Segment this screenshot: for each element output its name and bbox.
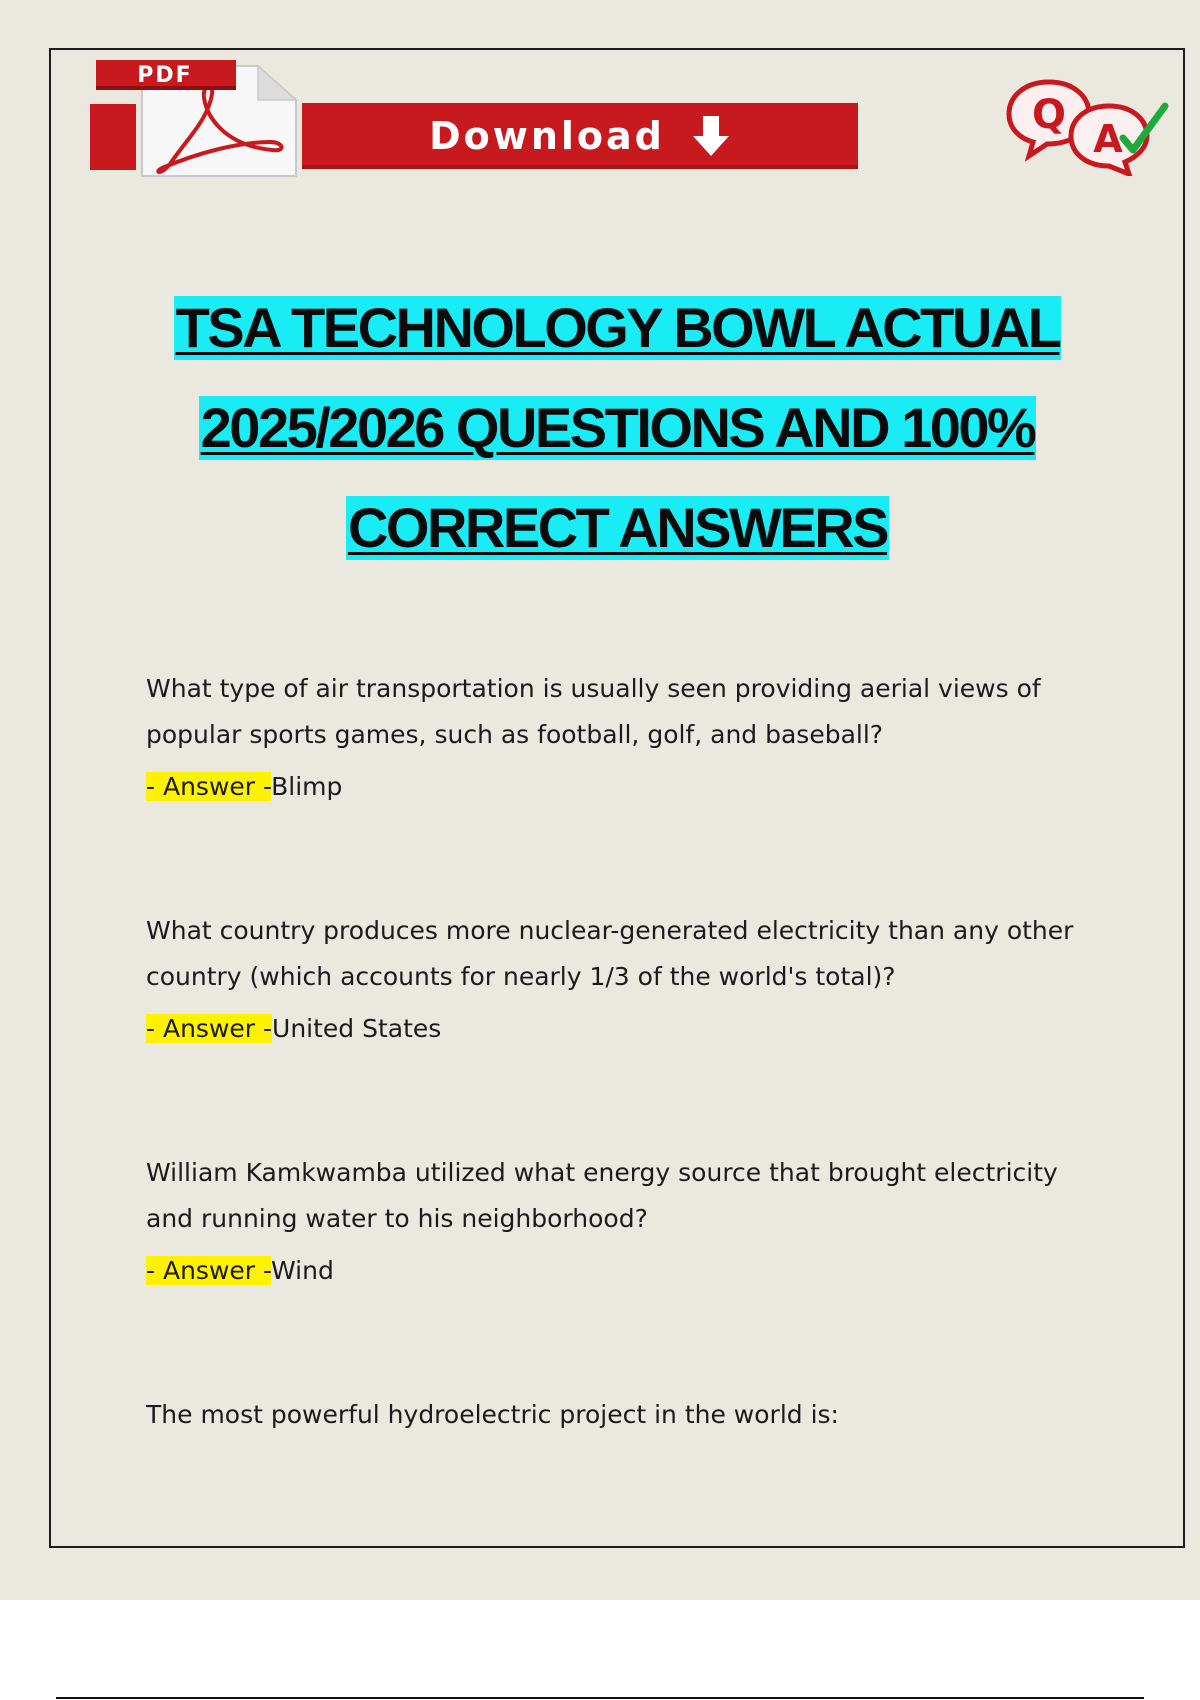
question-text: William Kamkwamba utilized what energy source that brought electricity and running water to his neighborhood?	[146, 1158, 1058, 1233]
answer-row	[146, 1254, 1106, 1288]
answer-prefix: - Answer -	[146, 1014, 273, 1043]
answer-prefix: - Answer -	[146, 772, 272, 801]
qa-item	[146, 1150, 1106, 1392]
qa-logo	[1005, 76, 1175, 176]
qa-item	[146, 1392, 1106, 1634]
answer-row	[146, 1012, 1106, 1046]
title-line: CORRECT ANSWERS	[347, 496, 888, 559]
answer-text: Wind	[271, 1256, 334, 1285]
question-text: What type of air transportation is usually seen providing aerial views of popular sports games, such as football, golf, and baseball?	[146, 674, 1041, 749]
title-line: 2025/2026 QUESTIONS AND 100%	[200, 396, 1035, 459]
qa-item	[146, 908, 1106, 1150]
pdf-file-icon	[90, 60, 300, 178]
download-label: Download	[429, 114, 665, 158]
qa-list	[146, 666, 1106, 1634]
logo-q-letter: Q	[1031, 92, 1067, 138]
question-text: The most powerful hydroelectric project in the world is:	[146, 1400, 839, 1429]
document-title	[60, 296, 1175, 596]
download-button[interactable]	[302, 103, 858, 169]
answer-prefix: - Answer -	[146, 1256, 271, 1285]
question-text: What country produces more nuclear-generated electricity than any other country (which accounts for nearly 1/3 of the world's total)?	[146, 916, 1074, 991]
answer-text: United States	[272, 1014, 442, 1043]
logo-a-letter: A	[1093, 117, 1123, 161]
download-arrow-icon	[691, 114, 731, 158]
title-line: TSA TECHNOLOGY BOWL ACTUAL	[175, 296, 1060, 359]
divider	[56, 1697, 1144, 1699]
answer-text: Blimp	[271, 772, 343, 801]
pdf-tag-label: PDF	[137, 63, 193, 88]
qa-item	[146, 666, 1106, 908]
answer-row	[146, 770, 1106, 804]
